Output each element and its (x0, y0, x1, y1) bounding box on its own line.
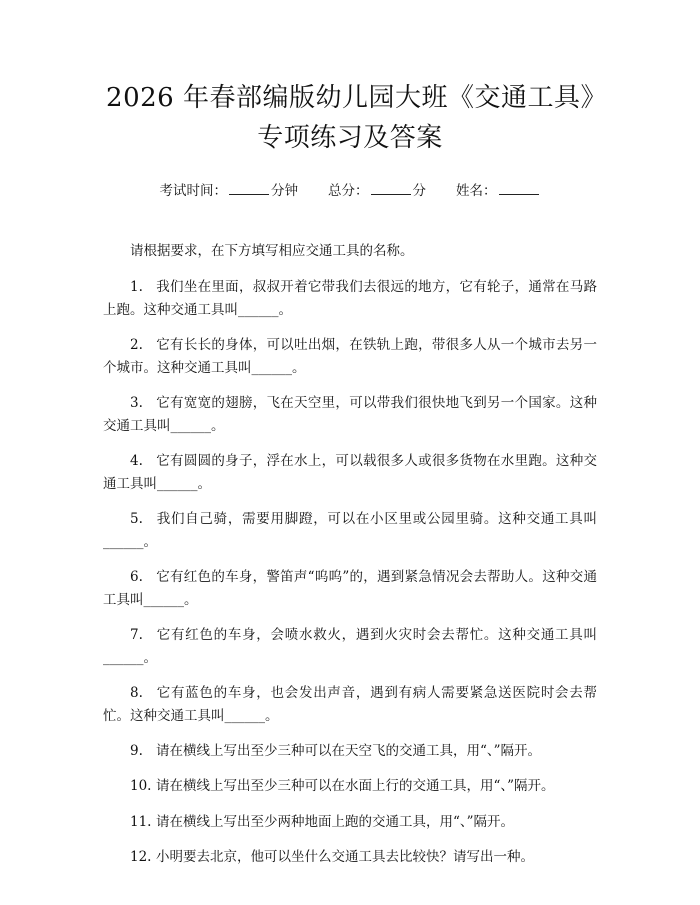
question-text: 我们自己骑，需要用脚蹬，可以在小区里或公园里骑。这种交通工具叫______。 (103, 510, 597, 550)
question-item (103, 682, 597, 729)
question-number: 5. (130, 510, 143, 527)
question-item (103, 811, 597, 835)
question-text: 它有宽宽的翅膀，飞在天空里，可以带我们很快地飞到另一个国家。这种交通工具叫______。 (103, 394, 597, 434)
question-number: 11. (130, 813, 152, 830)
question-text: 请在横线上写出至少三种可以在水面上行的交通工具，用“、”隔开。 (156, 778, 555, 794)
question-text: 它有圆圆的身子，浮在水上，可以载很多人或很多货物在水里跑。这种交通工具叫______。 (103, 452, 597, 492)
student-name-blank (499, 182, 539, 195)
exam-meta (103, 181, 597, 201)
student-name-label: 姓名： (456, 183, 497, 199)
question-text: 小明要去北京，他可以坐什么交通工具去比较快？请写出一种。 (156, 849, 534, 865)
total-score (328, 181, 426, 201)
exam-time (160, 181, 299, 201)
question-item (103, 334, 597, 381)
question-item (103, 846, 597, 870)
question-text: 它有蓝色的车身，也会发出声音，遇到有病人需要紧急送医院时会去帮忙。这种交通工具叫______。 (103, 684, 597, 724)
total-score-unit: 分 (412, 183, 426, 199)
student-name (456, 181, 541, 201)
question-number: 1. (130, 278, 143, 295)
question-text: 它有红色的车身，警笛声“呜呜”的，遇到紧急情况会去帮助人。这种交通工具叫______。 (103, 568, 597, 608)
question-item (103, 566, 597, 613)
question-number: 8. (130, 684, 143, 701)
question-text: 它有红色的车身，会喷水救火，遇到火灾时会去帮忙。这种交通工具叫______。 (103, 626, 597, 666)
question-text: 它有长长的身体，可以吐出烟，在铁轨上跑，带很多人从一个城市去另一个城市。这种交通工具叫______。 (103, 336, 597, 376)
question-item (103, 276, 597, 323)
total-score-label: 总分： (328, 183, 369, 199)
total-score-blank (371, 182, 411, 195)
question-item (103, 508, 597, 555)
exam-time-unit: 分钟 (271, 183, 298, 199)
question-number: 4. (130, 452, 143, 469)
question-number: 6. (130, 568, 143, 585)
question-item (103, 392, 597, 439)
question-number: 2. (130, 336, 143, 353)
question-list (103, 276, 597, 870)
question-text: 我们坐在里面，叔叔开着它带我们去很远的地方，它有轮子，通常在马路上跑。这种交通工具叫______。 (103, 278, 597, 318)
exam-time-blank (229, 182, 269, 195)
question-item (103, 775, 597, 799)
question-item (103, 624, 597, 671)
question-number: 3. (130, 394, 143, 411)
question-number: 9. (130, 742, 143, 759)
question-item (103, 740, 597, 764)
question-number: 10. (130, 778, 152, 794)
question-text: 请在横线上写出至少两种地面上跑的交通工具，用“、”隔开。 (156, 813, 515, 830)
exam-time-label: 考试时间： (159, 183, 227, 199)
question-number: 12. (130, 849, 152, 865)
page-title: 2026 年春部编版幼儿园大班《交通工具》专项练习及答案 (106, 83, 594, 153)
question-text: 请在横线上写出至少三种可以在天空飞的交通工具，用“、”隔开。 (156, 742, 542, 759)
question-item (103, 450, 597, 497)
question-number: 7. (130, 626, 143, 643)
instruction-text: 请根据要求，在下方填写相应交通工具的名称。 (130, 243, 414, 259)
